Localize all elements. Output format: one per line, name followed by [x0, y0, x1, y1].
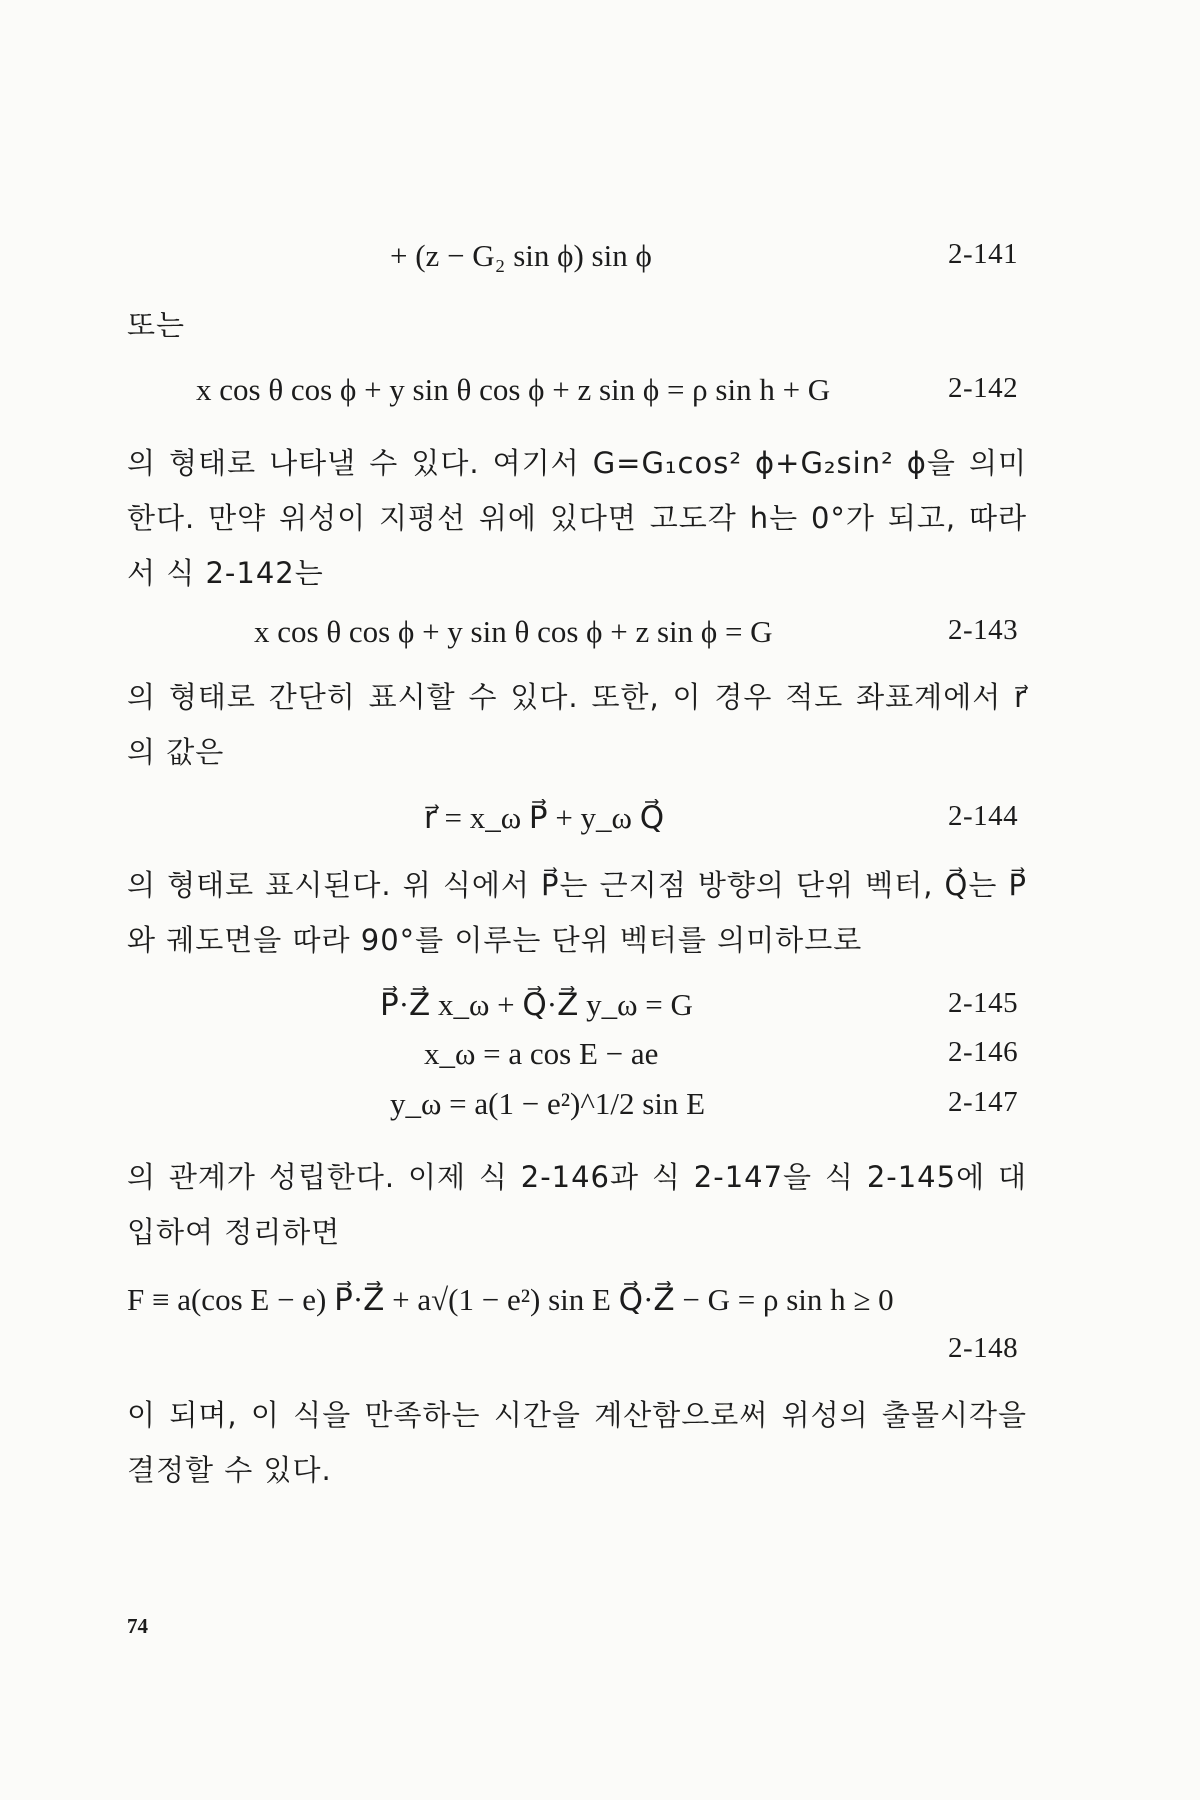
equation-number: 2-146: [948, 1036, 1019, 1068]
equation-number: 2-147: [948, 1086, 1019, 1118]
equation-number: 2-141: [948, 238, 1019, 270]
equation-number: 2-143: [948, 614, 1019, 646]
equation-expression: P⃗·Z⃗ x_ω + Q⃗·Z⃗ y_ω = G: [380, 987, 693, 1022]
equation-expression: x cos θ cos ϕ + y sin θ cos ϕ + z sin ϕ = G: [254, 614, 773, 649]
equation-number: 2-144: [948, 800, 1019, 832]
equation-number: 2-148: [948, 1332, 1019, 1364]
equation-number: 2-145: [948, 987, 1019, 1019]
equation-expression: F ≡ a(cos E − e) P⃗·Z⃗ + a√(1 − e²) sin E Q⃗·Z⃗ − G = ρ sin h ≥ 0: [127, 1282, 894, 1317]
equation-expression: y_ω = a(1 − e²)^1/2 sin E: [390, 1086, 706, 1121]
equation-number: 2-142: [948, 372, 1019, 404]
equation-expression: + (z − G₂ sin ϕ) sin ϕ: [390, 238, 652, 273]
equation-expression: x cos θ cos ϕ + y sin θ cos ϕ + z sin ϕ = ρ sin h + G: [196, 372, 831, 407]
equation-expression: x_ω = a cos E − ae: [424, 1036, 659, 1071]
paragraph: 의 형태로 표시된다. 위 식에서 P⃗는 근지점 방향의 단위 벡터, Q⃗는 P⃗와 궤도면을 따라 90°를 이루는 단위 벡터를 의미하므로: [127, 868, 1027, 957]
paragraph: 의 형태로 나타낼 수 있다. 여기서 G=G₁cos² ϕ+G₂sin² ϕ을 의미한다. 만약 위성이 지평선 위에 있다면 고도각 h는 0°가 되고, 따라서 식 2-142는: [127, 446, 1027, 590]
paragraph: 이 되며, 이 식을 만족하는 시간을 계산함으로써 위성의 출몰시각을 결정할 수 있다.: [127, 1398, 1027, 1487]
paragraph: 또는: [127, 308, 186, 342]
paragraph: 의 형태로 간단히 표시할 수 있다. 또한, 이 경우 적도 좌표계에서 r⃗의 값은: [127, 680, 1027, 769]
paragraph: 의 관계가 성립한다. 이제 식 2-146과 식 2-147을 식 2-145에 대입하여 정리하면: [127, 1160, 1027, 1249]
page-number: 74: [127, 1614, 148, 1638]
equation-expression: r⃗ = x_ω P⃗ + y_ω Q⃗: [424, 800, 665, 835]
